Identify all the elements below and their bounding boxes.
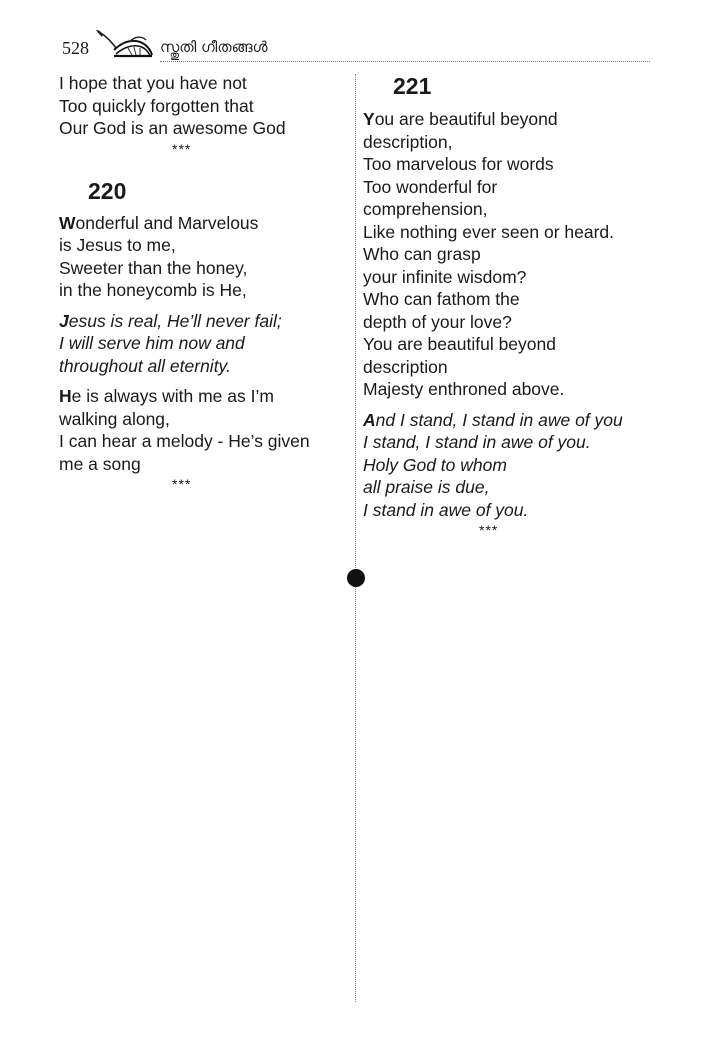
drop-letter: J — [59, 310, 69, 331]
line-text: e is always with me as I’m — [71, 386, 274, 406]
text-line: description, — [363, 131, 453, 152]
drop-letter: Y — [363, 109, 375, 129]
book-title: സ്തുതി ഗീതങ്ങൾ — [160, 38, 268, 56]
page-header — [0, 0, 709, 64]
end-marker: *** — [172, 476, 192, 492]
chorus — [59, 310, 344, 378]
text-line: I stand in awe of you. — [363, 499, 529, 520]
stanza — [59, 212, 344, 302]
text-line: I will serve him now and — [59, 333, 245, 353]
chorus-first-line — [59, 310, 344, 333]
stanza-first-line — [59, 212, 344, 235]
stanza-first-line — [363, 108, 663, 131]
text-line: in the honeycomb is He, — [59, 280, 247, 300]
line-text: esus is real, He’ll never fail; — [68, 310, 282, 331]
text-line: Who can grasp — [363, 244, 481, 264]
text-line: Holy God to whom — [363, 454, 507, 475]
text-line: Majesty enthroned above. — [363, 379, 565, 399]
hymn-number-220: 220 — [88, 177, 127, 204]
text-line: is Jesus to me, — [59, 235, 176, 255]
text-line: I hope that you have not — [59, 73, 247, 93]
line-text: ou are beautiful beyond — [374, 109, 558, 129]
text-line: I stand, I stand in awe of you. — [363, 432, 591, 452]
text-line: Our God is an awesome God — [59, 118, 286, 138]
stanza-first-line — [59, 385, 344, 408]
text-line: Too quickly forgotten that — [59, 95, 254, 116]
text-line: comprehension, — [363, 199, 488, 219]
drop-letter: H — [59, 386, 72, 406]
drop-letter: W — [59, 212, 76, 233]
stanza — [363, 108, 663, 401]
text-line: your infinite wisdom? — [363, 266, 527, 287]
text-line: me a song — [59, 453, 141, 474]
text-line: You are beautiful beyond — [363, 334, 556, 354]
line-text: nd I stand, I stand in awe of you — [375, 409, 623, 430]
hymn-number-221: 221 — [393, 73, 432, 99]
stanza — [59, 385, 344, 475]
divider-dot — [347, 569, 365, 587]
right-column — [363, 72, 663, 537]
column-divider — [355, 74, 356, 1002]
page-number: 528 — [62, 38, 89, 58]
chorus-first-line — [363, 409, 663, 432]
end-marker: *** — [479, 522, 499, 538]
chorus — [363, 409, 663, 522]
text-line: all praise is due, — [363, 477, 490, 497]
text-line: Who can fathom the — [363, 289, 520, 309]
text-line: I can hear a melody - He’s given — [59, 431, 310, 451]
book-quill-icon — [94, 28, 156, 60]
left-column — [59, 72, 344, 491]
text-line: walking along, — [59, 408, 170, 429]
text-line: Too marvelous for words — [363, 154, 554, 174]
text-line: description — [363, 356, 448, 377]
text-line: Too wonderful for — [363, 176, 498, 197]
text-line: depth of your love? — [363, 311, 512, 332]
header-rule — [160, 61, 650, 62]
text-line: throughout all eternity. — [59, 355, 231, 376]
text-line: Sweeter than the honey, — [59, 257, 248, 278]
text-line: Like nothing ever seen or heard. — [363, 221, 614, 242]
drop-letter: A — [363, 409, 376, 430]
end-marker: *** — [172, 140, 192, 157]
line-text: onderful and Marvelous — [75, 212, 259, 233]
